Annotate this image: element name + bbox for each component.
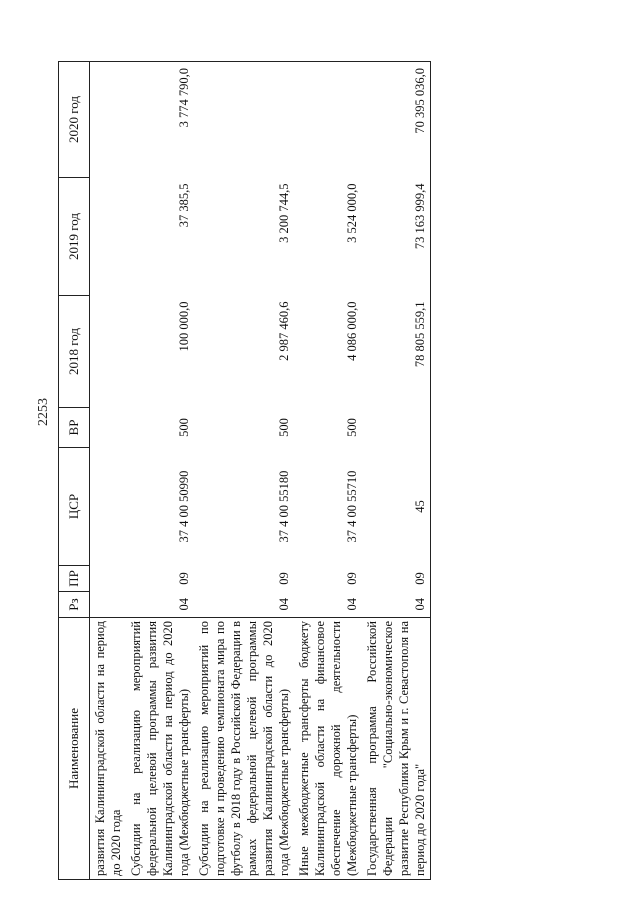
header-csr: ЦСР	[59, 448, 90, 566]
row-pr: 09	[277, 572, 291, 585]
row-vr: 500	[277, 418, 291, 437]
row-pr: 09	[362, 566, 431, 592]
table-row	[126, 62, 194, 880]
row-csr: 37 4 00 55180	[277, 470, 291, 543]
row-2018: 78 805 559,1	[362, 296, 431, 408]
row-pr: 09	[345, 572, 359, 585]
header-pr: ПР	[59, 566, 90, 592]
header-vr: ВР	[59, 408, 90, 448]
row-rz: 04	[362, 592, 431, 618]
table-row	[294, 62, 362, 880]
budget-table	[58, 61, 431, 880]
header-2020: 2020 год	[59, 62, 90, 178]
table-row	[90, 62, 127, 880]
row-name: Иные межбюджетные трансферты бюджету Калининградской области на финансовое обеспечение дорожной деятельности (Межбюджетные трансферты)	[294, 618, 362, 880]
row-rz: 04	[345, 598, 359, 611]
row-csr	[90, 448, 127, 566]
row-2020: 3 774 790,0	[126, 62, 194, 178]
row-2018: 100 000,0	[177, 301, 191, 352]
row-name: развития Калининградской области на период до 2020 года	[90, 618, 127, 880]
row-name: Субсидии на реализацию мероприятий по подготовке и проведению чемпионата мира по футболу в 2018 году в Российской Федерации в рамках федеральной целевой программы развития Калининградской области до 2020 года (Межбюджетные трансферты)	[194, 618, 294, 880]
row-csr: 37 4 00 50990	[177, 470, 191, 543]
table-row	[362, 62, 431, 880]
row-pr	[90, 566, 127, 592]
row-vr: 500	[345, 418, 359, 437]
row-vr: 500	[177, 418, 191, 437]
row-2019: 37 385,5	[177, 183, 191, 228]
row-2018	[90, 296, 127, 408]
row-name: Субсидии на реализацию мероприятий федеральной целевой программы развития Калининградской области на период до 2020 года (Межбюджетные трансферты)	[126, 618, 194, 880]
row-2020	[294, 62, 362, 178]
row-rz: 04	[277, 598, 291, 611]
row-2020	[194, 62, 294, 178]
row-rz	[90, 592, 127, 618]
table-row	[194, 62, 294, 880]
row-vr	[90, 408, 127, 448]
row-rz: 04	[177, 598, 191, 611]
row-2020	[90, 62, 127, 178]
row-name: Государственная программа Российской Федерации "Социально-экономическое развитие Республики Крым и г. Севастополя на период до 2020 года"	[362, 618, 431, 880]
budget-table-sheet	[58, 62, 606, 880]
row-2018: 4 086 000,0	[345, 301, 359, 361]
row-2019: 73 163 999,4	[362, 178, 431, 296]
row-pr: 09	[177, 572, 191, 585]
row-csr: 45	[362, 448, 431, 566]
page-number: 2253	[36, 398, 51, 426]
header-2019: 2019 год	[59, 178, 90, 296]
row-2019	[90, 178, 127, 296]
header-name: Наименование	[59, 618, 90, 880]
header-2018: 2018 год	[59, 296, 90, 408]
row-2019: 3 524 000,0	[345, 183, 359, 243]
header-row	[59, 62, 90, 880]
row-2020: 70 395 036,0	[362, 62, 431, 178]
row-2018: 2 987 460,6	[277, 301, 291, 361]
row-vr	[362, 408, 431, 448]
header-rz: Рз	[59, 592, 90, 618]
row-2019: 3 200 744,5	[277, 183, 291, 243]
row-csr: 37 4 00 55710	[345, 470, 359, 543]
